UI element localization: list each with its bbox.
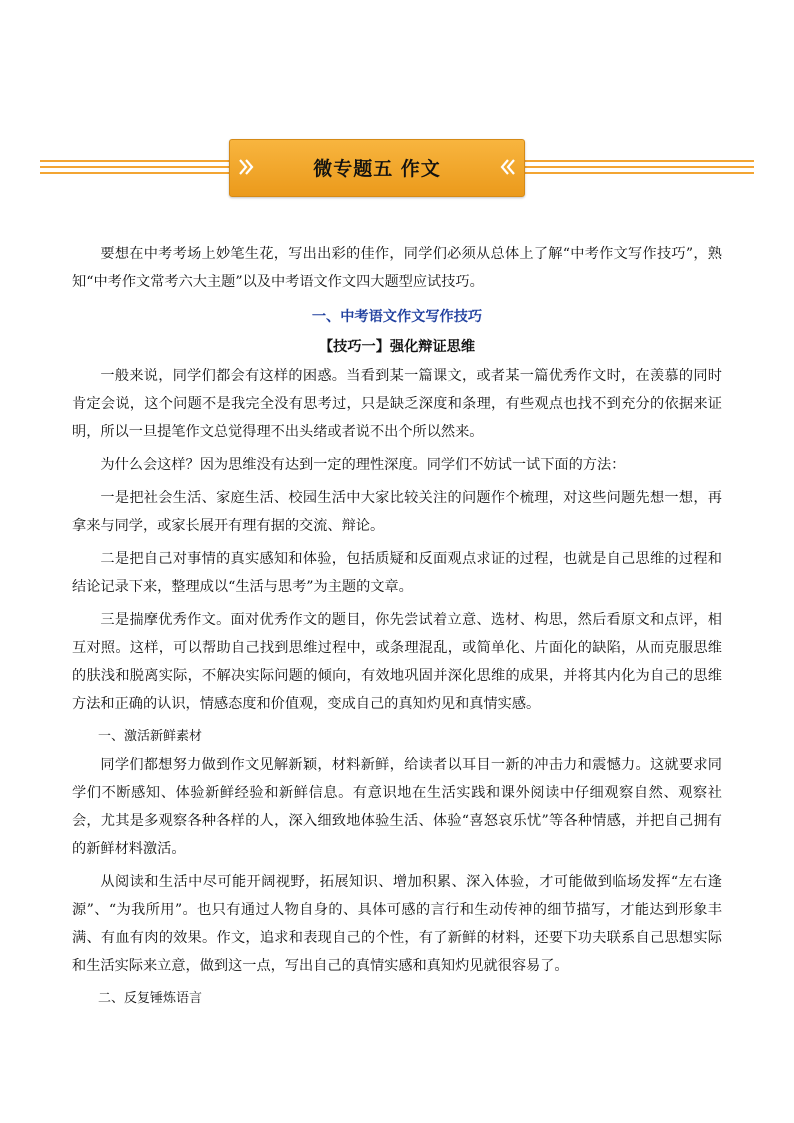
title-box [229, 139, 525, 197]
tip1-paragraph-1: 一般来说，同学们都会有这样的困惑。当看到某一篇课文，或者某一篇优秀作文时，在羡慕的同时肯定会说，这个问题不是我完全没有思考过，只是缺乏深度和条理，有些观点也找不到充分的依据来证明，所以一旦提笔作文总觉得理不出头绪或者说不出个所以然来。 [72, 368, 722, 440]
page-title: 微专题五 作文 [313, 158, 441, 180]
title-banner [40, 138, 754, 198]
article-body [72, 240, 722, 1013]
tip1-paragraph-4: 二是把自己对事情的真实感知和体验，包括质疑和反面观点求证的过程，也就是自己思维的过程和结论记录下来，整理成以“生活与思考”为主题的文章。 [72, 551, 722, 595]
tip1-paragraph-5: 三是揣摩优秀作文。面对优秀作文的题目，你先尝试着立意、选材、构思，然后看原文和点评，相互对照。这样，可以帮助自己找到思维过程中，或条理混乱，或简单化、片面化的缺陷，从而克服思维的肤浅和脱离实际，不解决实际问题的倾向，有效地巩固并深化思维的成果，并将其内化为自己的思维方法和正确的认识，情感态度和价值观，变成自己的真知灼见和真情实感。 [72, 612, 722, 712]
part1-paragraph-2: 从阅读和生活中尽可能开阔视野，拓展知识、增加积累、深入体验，才可能做到临场发挥“左右逢源”、“为我所用”。也只有通过人物自身的、具体可感的言行和生动传神的细节描写，才能达到形象丰满、有血有肉的效果。作文，追求和表现自己的个性，有了新鲜的材料，还要下功夫联系自己思想实际和生活实际来立意，做到这一点，写出自己的真情实感和真知灼见就很容易了。 [72, 874, 722, 974]
intro-paragraph: 要想在中考考场上妙笔生花，写出出彩的佳作，同学们必须从总体上了解“中考作文写作技巧”，熟知“中考作文常考六大主题”以及中考语文作文四大题型应试技巧。 [72, 246, 722, 290]
section-heading-writing-skills: 一、中考语文作文写作技巧 [311, 309, 483, 325]
tip-heading-dialectical-thinking: 【技巧一】强化辩证思维 [318, 339, 476, 355]
tip1-paragraph-2: 为什么会这样？因为思维没有达到一定的理性深度。同学们不妨试一试下面的方法： [100, 457, 626, 473]
double-chevron-left-icon [499, 157, 517, 177]
tip1-paragraph-3: 一是把社会生活、家庭生活、校园生活中大家比较关注的问题作个梳理，对这些问题先想一想，再拿来与同学，或家长展开有理有据的交流、辩论。 [72, 490, 722, 534]
subheading-refine-language: 二、反复锤炼语言 [98, 991, 203, 1006]
subheading-fresh-material: 一、激活新鲜素材 [98, 729, 203, 744]
part1-paragraph-1: 同学们都想努力做到作文见解新颖，材料新鲜，给读者以耳目一新的冲击力和震憾力。这就要求同学们不断感知、体验新鲜经验和新鲜信息。有意识地在生活实践和课外阅读中仔细观察自然、观察社会，尤其是多观察各种各样的人，深入细致地体验生活、体验“喜怒哀乐忧”等各种情感，并把自己拥有的新鲜材料激活。 [72, 757, 722, 857]
